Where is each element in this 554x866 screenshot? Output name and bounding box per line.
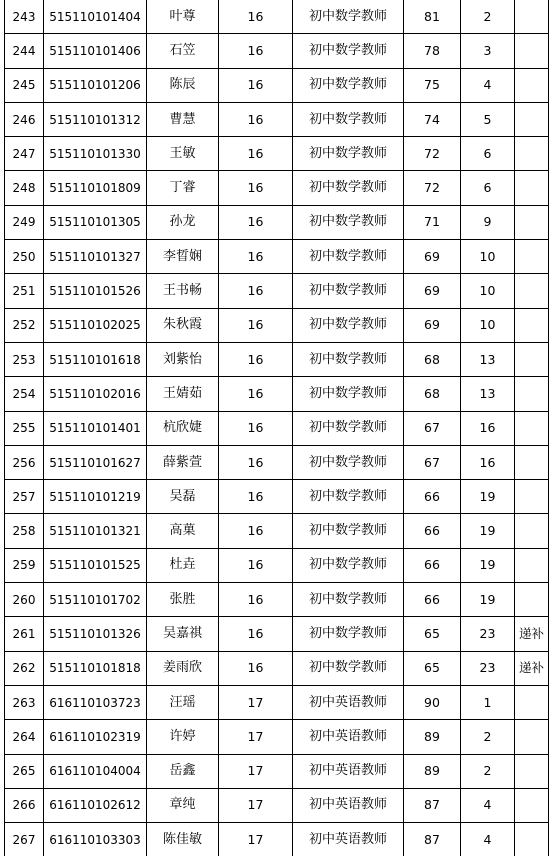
group-code-cell: 16 xyxy=(219,34,293,68)
table-row xyxy=(5,788,549,822)
rank-cell: 4 xyxy=(461,823,515,857)
rank-cell: 23 xyxy=(461,617,515,651)
rank-cell: 10 xyxy=(461,274,515,308)
score-cell: 67 xyxy=(404,445,461,479)
note-cell xyxy=(515,240,549,274)
position-cell: 初中英语教师 xyxy=(293,788,404,822)
note-cell xyxy=(515,308,549,342)
group-code-cell: 17 xyxy=(219,788,293,822)
seq-cell: 259 xyxy=(5,548,44,582)
note-cell xyxy=(515,102,549,136)
note-cell xyxy=(515,68,549,102)
exam-id-cell: 515110101326 xyxy=(44,617,147,651)
table-row xyxy=(5,137,549,171)
exam-id-cell: 616110102612 xyxy=(44,788,147,822)
group-code-cell: 16 xyxy=(219,411,293,445)
rank-cell: 19 xyxy=(461,583,515,617)
note-cell xyxy=(515,720,549,754)
exam-id-cell: 515110101809 xyxy=(44,171,147,205)
candidate-name-cell: 石笠 xyxy=(147,34,219,68)
note-cell xyxy=(515,171,549,205)
position-cell: 初中数学教师 xyxy=(293,137,404,171)
table-row xyxy=(5,205,549,239)
score-cell: 81 xyxy=(404,0,461,34)
group-code-cell: 16 xyxy=(219,137,293,171)
note-cell xyxy=(515,205,549,239)
candidate-name-cell: 高菓 xyxy=(147,514,219,548)
position-cell: 初中数学教师 xyxy=(293,102,404,136)
score-cell: 89 xyxy=(404,754,461,788)
exam-id-cell: 616110103303 xyxy=(44,823,147,857)
exam-id-cell: 515110101404 xyxy=(44,0,147,34)
group-code-cell: 17 xyxy=(219,720,293,754)
rank-cell: 13 xyxy=(461,342,515,376)
group-code-cell: 16 xyxy=(219,651,293,685)
seq-cell: 264 xyxy=(5,720,44,754)
table-row xyxy=(5,685,549,719)
candidate-name-cell: 姜雨欣 xyxy=(147,651,219,685)
note-cell xyxy=(515,411,549,445)
note-cell xyxy=(515,0,549,34)
results-table xyxy=(4,0,549,856)
rank-cell: 2 xyxy=(461,754,515,788)
exam-id-cell: 515110101525 xyxy=(44,548,147,582)
score-cell: 65 xyxy=(404,617,461,651)
seq-cell: 253 xyxy=(5,342,44,376)
seq-cell: 258 xyxy=(5,514,44,548)
table-row xyxy=(5,583,549,617)
exam-id-cell: 515110101406 xyxy=(44,34,147,68)
candidate-name-cell: 汪瑶 xyxy=(147,685,219,719)
group-code-cell: 16 xyxy=(219,514,293,548)
position-cell: 初中数学教师 xyxy=(293,411,404,445)
position-cell: 初中数学教师 xyxy=(293,342,404,376)
candidate-name-cell: 许婷 xyxy=(147,720,219,754)
table-row xyxy=(5,377,549,411)
rank-cell: 19 xyxy=(461,480,515,514)
seq-cell: 256 xyxy=(5,445,44,479)
score-cell: 69 xyxy=(404,240,461,274)
table-row xyxy=(5,274,549,308)
position-cell: 初中英语教师 xyxy=(293,720,404,754)
position-cell: 初中数学教师 xyxy=(293,617,404,651)
candidate-name-cell: 杜垚 xyxy=(147,548,219,582)
position-cell: 初中数学教师 xyxy=(293,171,404,205)
score-cell: 66 xyxy=(404,548,461,582)
group-code-cell: 16 xyxy=(219,617,293,651)
group-code-cell: 16 xyxy=(219,308,293,342)
table-row xyxy=(5,823,549,857)
group-code-cell: 16 xyxy=(219,548,293,582)
table-row xyxy=(5,720,549,754)
candidate-name-cell: 刘紫怡 xyxy=(147,342,219,376)
note-cell xyxy=(515,445,549,479)
exam-id-cell: 515110101702 xyxy=(44,583,147,617)
table-row xyxy=(5,240,549,274)
score-cell: 69 xyxy=(404,274,461,308)
candidate-name-cell: 朱秋霞 xyxy=(147,308,219,342)
note-cell: 递补 xyxy=(515,617,549,651)
candidate-name-cell: 王婧茹 xyxy=(147,377,219,411)
table-row xyxy=(5,68,549,102)
note-cell xyxy=(515,274,549,308)
table-row xyxy=(5,411,549,445)
rank-cell: 16 xyxy=(461,445,515,479)
seq-cell: 257 xyxy=(5,480,44,514)
position-cell: 初中数学教师 xyxy=(293,583,404,617)
table-row xyxy=(5,445,549,479)
exam-id-cell: 515110101818 xyxy=(44,651,147,685)
position-cell: 初中数学教师 xyxy=(293,445,404,479)
exam-id-cell: 515110101618 xyxy=(44,342,147,376)
rank-cell: 2 xyxy=(461,720,515,754)
candidate-name-cell: 吴磊 xyxy=(147,480,219,514)
score-cell: 68 xyxy=(404,342,461,376)
table-row xyxy=(5,0,549,34)
score-cell: 74 xyxy=(404,102,461,136)
exam-id-cell: 515110101330 xyxy=(44,137,147,171)
seq-cell: 260 xyxy=(5,583,44,617)
table-row xyxy=(5,102,549,136)
score-cell: 67 xyxy=(404,411,461,445)
exam-id-cell: 515110102025 xyxy=(44,308,147,342)
score-cell: 90 xyxy=(404,685,461,719)
exam-id-cell: 515110101526 xyxy=(44,274,147,308)
exam-id-cell: 616110104004 xyxy=(44,754,147,788)
seq-cell: 254 xyxy=(5,377,44,411)
rank-cell: 2 xyxy=(461,0,515,34)
score-cell: 66 xyxy=(404,480,461,514)
rank-cell: 1 xyxy=(461,685,515,719)
note-cell xyxy=(515,137,549,171)
note-cell xyxy=(515,377,549,411)
position-cell: 初中数学教师 xyxy=(293,514,404,548)
table-row xyxy=(5,480,549,514)
score-cell: 87 xyxy=(404,823,461,857)
rank-cell: 6 xyxy=(461,137,515,171)
candidate-name-cell: 王敏 xyxy=(147,137,219,171)
table-row xyxy=(5,617,549,651)
seq-cell: 262 xyxy=(5,651,44,685)
note-cell xyxy=(515,480,549,514)
note-cell xyxy=(515,685,549,719)
exam-id-cell: 515110101321 xyxy=(44,514,147,548)
position-cell: 初中英语教师 xyxy=(293,823,404,857)
position-cell: 初中数学教师 xyxy=(293,480,404,514)
candidate-name-cell: 薛紫萱 xyxy=(147,445,219,479)
group-code-cell: 16 xyxy=(219,240,293,274)
rank-cell: 10 xyxy=(461,240,515,274)
rank-cell: 3 xyxy=(461,34,515,68)
score-cell: 68 xyxy=(404,377,461,411)
group-code-cell: 17 xyxy=(219,754,293,788)
exam-id-cell: 515110101305 xyxy=(44,205,147,239)
rank-cell: 19 xyxy=(461,548,515,582)
note-cell xyxy=(515,583,549,617)
position-cell: 初中数学教师 xyxy=(293,651,404,685)
candidate-name-cell: 陈佳敏 xyxy=(147,823,219,857)
note-cell xyxy=(515,34,549,68)
table-row xyxy=(5,34,549,68)
position-cell: 初中数学教师 xyxy=(293,205,404,239)
score-cell: 72 xyxy=(404,171,461,205)
table-body xyxy=(5,0,549,856)
score-cell: 66 xyxy=(404,514,461,548)
score-cell: 71 xyxy=(404,205,461,239)
position-cell: 初中数学教师 xyxy=(293,34,404,68)
exam-id-cell: 515110101627 xyxy=(44,445,147,479)
note-cell xyxy=(515,342,549,376)
note-cell xyxy=(515,823,549,857)
seq-cell: 244 xyxy=(5,34,44,68)
exam-id-cell: 515110101327 xyxy=(44,240,147,274)
seq-cell: 265 xyxy=(5,754,44,788)
group-code-cell: 16 xyxy=(219,102,293,136)
exam-id-cell: 616110102319 xyxy=(44,720,147,754)
group-code-cell: 16 xyxy=(219,342,293,376)
seq-cell: 267 xyxy=(5,823,44,857)
candidate-name-cell: 叶尊 xyxy=(147,0,219,34)
position-cell: 初中英语教师 xyxy=(293,685,404,719)
seq-cell: 255 xyxy=(5,411,44,445)
candidate-name-cell: 吴嘉祺 xyxy=(147,617,219,651)
table-row xyxy=(5,171,549,205)
group-code-cell: 16 xyxy=(219,583,293,617)
exam-id-cell: 616110103723 xyxy=(44,685,147,719)
group-code-cell: 16 xyxy=(219,68,293,102)
note-cell xyxy=(515,754,549,788)
exam-id-cell: 515110101206 xyxy=(44,68,147,102)
position-cell: 初中数学教师 xyxy=(293,548,404,582)
rank-cell: 4 xyxy=(461,68,515,102)
group-code-cell: 17 xyxy=(219,685,293,719)
exam-id-cell: 515110101401 xyxy=(44,411,147,445)
table-row xyxy=(5,342,549,376)
seq-cell: 251 xyxy=(5,274,44,308)
group-code-cell: 16 xyxy=(219,445,293,479)
score-cell: 89 xyxy=(404,720,461,754)
candidate-name-cell: 章纯 xyxy=(147,788,219,822)
rank-cell: 19 xyxy=(461,514,515,548)
rank-cell: 13 xyxy=(461,377,515,411)
score-cell: 65 xyxy=(404,651,461,685)
note-cell xyxy=(515,788,549,822)
seq-cell: 263 xyxy=(5,685,44,719)
seq-cell: 246 xyxy=(5,102,44,136)
rank-cell: 4 xyxy=(461,788,515,822)
rank-cell: 23 xyxy=(461,651,515,685)
note-cell: 递补 xyxy=(515,651,549,685)
seq-cell: 261 xyxy=(5,617,44,651)
rank-cell: 5 xyxy=(461,102,515,136)
candidate-name-cell: 陈辰 xyxy=(147,68,219,102)
table-row xyxy=(5,308,549,342)
candidate-name-cell: 张胜 xyxy=(147,583,219,617)
group-code-cell: 16 xyxy=(219,274,293,308)
group-code-cell: 16 xyxy=(219,171,293,205)
rank-cell: 16 xyxy=(461,411,515,445)
seq-cell: 266 xyxy=(5,788,44,822)
score-cell: 75 xyxy=(404,68,461,102)
score-cell: 78 xyxy=(404,34,461,68)
group-code-cell: 17 xyxy=(219,823,293,857)
position-cell: 初中数学教师 xyxy=(293,68,404,102)
seq-cell: 247 xyxy=(5,137,44,171)
seq-cell: 248 xyxy=(5,171,44,205)
position-cell: 初中数学教师 xyxy=(293,240,404,274)
seq-cell: 250 xyxy=(5,240,44,274)
position-cell: 初中数学教师 xyxy=(293,274,404,308)
exam-id-cell: 515110101312 xyxy=(44,102,147,136)
candidate-name-cell: 曹慧 xyxy=(147,102,219,136)
group-code-cell: 16 xyxy=(219,480,293,514)
candidate-name-cell: 李晢娴 xyxy=(147,240,219,274)
rank-cell: 10 xyxy=(461,308,515,342)
score-cell: 87 xyxy=(404,788,461,822)
candidate-name-cell: 杭欣婕 xyxy=(147,411,219,445)
seq-cell: 243 xyxy=(5,0,44,34)
position-cell: 初中数学教师 xyxy=(293,377,404,411)
position-cell: 初中数学教师 xyxy=(293,308,404,342)
position-cell: 初中数学教师 xyxy=(293,0,404,34)
candidate-name-cell: 岳鑫 xyxy=(147,754,219,788)
exam-id-cell: 515110102016 xyxy=(44,377,147,411)
seq-cell: 252 xyxy=(5,308,44,342)
candidate-name-cell: 丁睿 xyxy=(147,171,219,205)
note-cell xyxy=(515,548,549,582)
exam-id-cell: 515110101219 xyxy=(44,480,147,514)
group-code-cell: 16 xyxy=(219,205,293,239)
position-cell: 初中英语教师 xyxy=(293,754,404,788)
score-cell: 66 xyxy=(404,583,461,617)
candidate-name-cell: 孙龙 xyxy=(147,205,219,239)
candidate-name-cell: 王书畅 xyxy=(147,274,219,308)
group-code-cell: 16 xyxy=(219,377,293,411)
group-code-cell: 16 xyxy=(219,0,293,34)
table-row xyxy=(5,548,549,582)
seq-cell: 245 xyxy=(5,68,44,102)
score-cell: 72 xyxy=(404,137,461,171)
table-row xyxy=(5,651,549,685)
table-row xyxy=(5,514,549,548)
score-cell: 69 xyxy=(404,308,461,342)
rank-cell: 9 xyxy=(461,205,515,239)
seq-cell: 249 xyxy=(5,205,44,239)
table-row xyxy=(5,754,549,788)
note-cell xyxy=(515,514,549,548)
rank-cell: 6 xyxy=(461,171,515,205)
